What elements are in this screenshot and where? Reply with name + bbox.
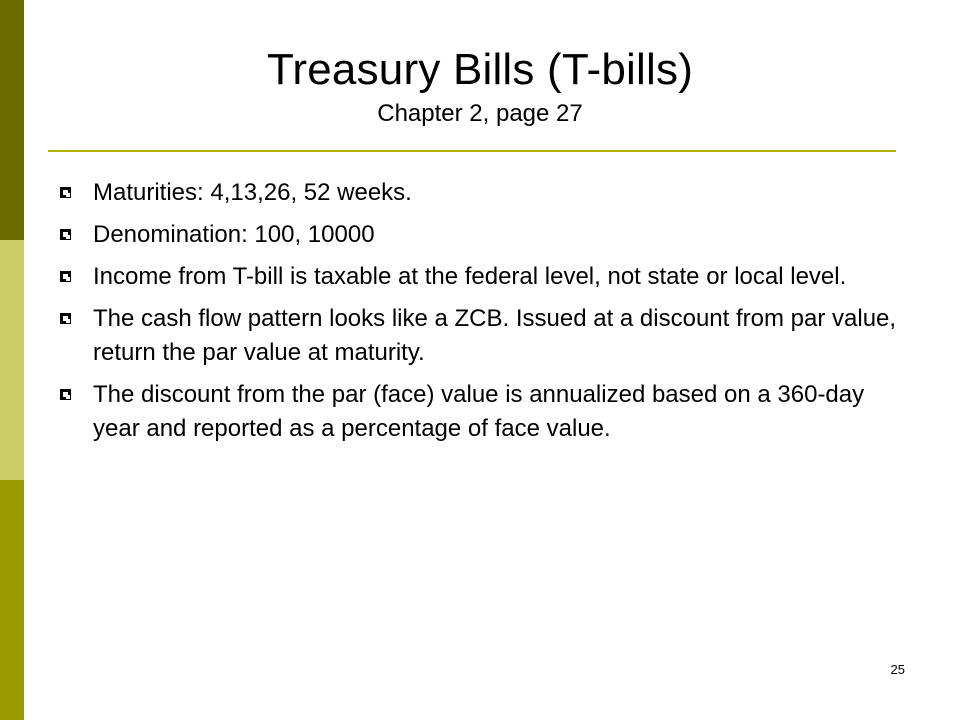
- decorative-side-bar: [0, 0, 24, 720]
- square-bullet-icon: [60, 187, 71, 198]
- bullet-item-income: [60, 260, 910, 294]
- bullet-item-denomination: [60, 218, 910, 252]
- side-bar-top-segment: [0, 0, 24, 240]
- square-bullet-icon: [60, 271, 71, 282]
- bullet-item-discount: [60, 378, 910, 446]
- bullet-text: The discount from the par (face) value is annualized based on a 360-day year and reported as a percentage of face value.: [93, 381, 865, 442]
- bullet-text: Maturities: 4,13,26, 52 weeks.: [93, 179, 412, 206]
- bullet-text: The cash flow pattern looks like a ZCB. Issued at a discount from par value, return the par value at maturity.: [93, 305, 897, 366]
- bullet-list: [60, 176, 910, 454]
- square-bullet-icon: [60, 313, 71, 324]
- side-bar-middle-segment: [0, 240, 24, 480]
- bullet-item-maturities: [60, 176, 910, 210]
- bullet-text: Income from T-bill is taxable at the federal level, not state or local level.: [93, 263, 847, 290]
- side-bar-bottom-segment: [0, 480, 24, 720]
- slide-title: Treasury Bills (T-bills): [266, 45, 694, 94]
- bullet-text: Denomination: 100, 10000: [93, 221, 375, 248]
- title-divider: [48, 150, 896, 152]
- page-number: 25: [890, 662, 905, 677]
- slide-subtitle: Chapter 2, page 27: [377, 100, 583, 127]
- bullet-item-cash-flow: [60, 302, 910, 370]
- square-bullet-icon: [60, 389, 71, 400]
- slide-title-block: [40, 45, 920, 127]
- square-bullet-icon: [60, 229, 71, 240]
